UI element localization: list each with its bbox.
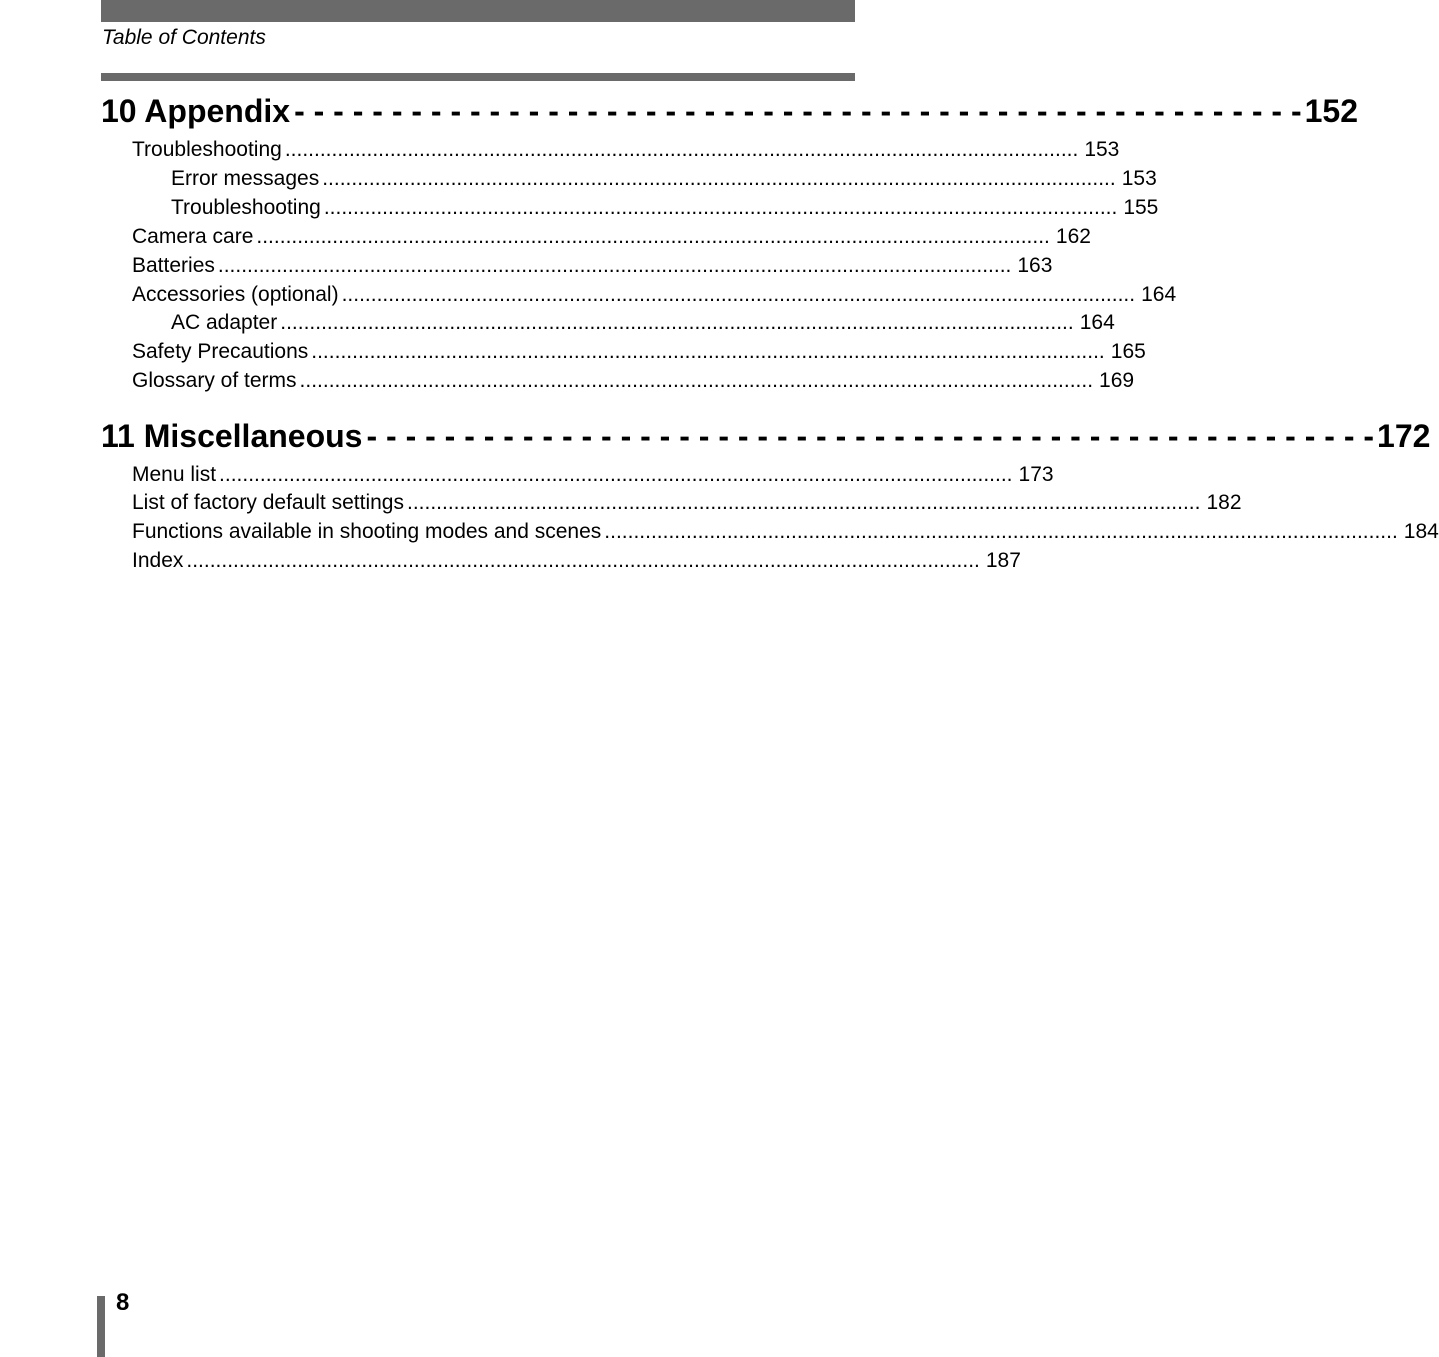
dot-leader: ........................................................................................................................................ bbox=[604, 520, 1398, 543]
dot-leader: ........................................................................................................................................ bbox=[217, 254, 1012, 277]
toc-entry-page: 184 bbox=[1403, 520, 1439, 543]
toc-entry[interactable] bbox=[132, 280, 1177, 309]
toc-entry-label: Menu list bbox=[132, 463, 217, 486]
dot-leader: ........................................................................................................................................ bbox=[256, 225, 1050, 248]
running-header-title: Table of Contents bbox=[102, 26, 266, 49]
toc-entry-label: List of factory default settings bbox=[132, 491, 404, 514]
toc-entry[interactable] bbox=[171, 164, 1157, 193]
toc-entry[interactable] bbox=[132, 337, 1146, 366]
toc-entry[interactable] bbox=[132, 222, 1091, 251]
toc-entry[interactable] bbox=[132, 460, 1054, 489]
toc-entry-label: Functions available in shooting modes and scenes bbox=[132, 520, 602, 543]
header-rule bbox=[101, 73, 855, 81]
toc-entry-page: 164 bbox=[1141, 283, 1177, 306]
toc-entry[interactable] bbox=[132, 517, 1439, 546]
toc-entry-label: Troubleshooting bbox=[171, 196, 321, 219]
toc-entry[interactable] bbox=[132, 135, 1120, 164]
toc-entry[interactable] bbox=[132, 546, 1021, 575]
dot-leader: ........................................................................................................................................ bbox=[322, 167, 1116, 190]
dot-leader: ........................................................................................................................................ bbox=[406, 491, 1201, 514]
toc-entry-page: 164 bbox=[1079, 311, 1115, 334]
toc-entry-label: Safety Precautions bbox=[132, 340, 309, 363]
toc-entry-page: 173 bbox=[1018, 463, 1054, 486]
header-bar bbox=[101, 0, 855, 22]
page-number: 8 bbox=[116, 1289, 130, 1316]
toc-entry-page: 153 bbox=[1121, 167, 1157, 190]
chapter-dash-leader: - - - - - - - - - - - - - - - - - - - - - - - - - - - - - - - - - - - - - - - - - - - - - - - - - - - - bbox=[294, 93, 1302, 129]
toc-entry[interactable] bbox=[132, 366, 1135, 395]
dot-leader: ........................................................................................................................................ bbox=[186, 549, 980, 572]
chapter-heading-appendix[interactable] bbox=[101, 91, 1359, 131]
toc-entry-label: Index bbox=[132, 549, 184, 572]
dot-leader: ........................................................................................................................................ bbox=[311, 340, 1105, 363]
chapter-page-number: 172 bbox=[1377, 418, 1431, 454]
toc-entry-label: Glossary of terms bbox=[132, 369, 297, 392]
toc-entry-page: 163 bbox=[1017, 254, 1053, 277]
toc-entry-label: AC adapter bbox=[171, 311, 278, 334]
toc-entry-page: 162 bbox=[1055, 225, 1091, 248]
toc-entry[interactable] bbox=[171, 308, 1115, 337]
toc-entry-label: Camera care bbox=[132, 225, 254, 248]
toc-entry-label: Troubleshooting bbox=[132, 138, 282, 161]
toc-entry-label: Accessories (optional) bbox=[132, 283, 339, 306]
dot-leader: ........................................................................................................................................ bbox=[280, 311, 1074, 334]
toc-entry-page: 187 bbox=[985, 549, 1021, 572]
chapter-title: 10 Appendix bbox=[101, 93, 291, 129]
dot-leader: ........................................................................................................................................ bbox=[284, 138, 1079, 161]
chapter-heading-miscellaneous[interactable] bbox=[101, 416, 1431, 456]
dot-leader: ........................................................................................................................................ bbox=[219, 463, 1013, 486]
dot-leader: ........................................................................................................................................ bbox=[323, 196, 1118, 219]
toc-entry[interactable] bbox=[171, 193, 1159, 222]
page-marker-bar bbox=[97, 1296, 105, 1357]
toc-entry-page: 155 bbox=[1123, 196, 1159, 219]
chapter-dash-leader: - - - - - - - - - - - - - - - - - - - - - - - - - - - - - - - - - - - - - - - - - - - - - - - - - - - - bbox=[366, 418, 1375, 454]
toc-entry-page: 153 bbox=[1084, 138, 1120, 161]
toc-entry-page: 169 bbox=[1099, 369, 1135, 392]
dot-leader: ........................................................................................................................................ bbox=[299, 369, 1094, 392]
chapter-page-number: 152 bbox=[1304, 93, 1359, 129]
toc-entry-label: Error messages bbox=[171, 167, 320, 190]
chapter-title: 11 Miscellaneous bbox=[101, 418, 363, 454]
dot-leader: ........................................................................................................................................ bbox=[341, 283, 1136, 306]
toc-entry[interactable] bbox=[132, 251, 1053, 280]
toc-entry-label: Batteries bbox=[132, 254, 215, 277]
toc-entry-page: 182 bbox=[1206, 491, 1242, 514]
toc-entry[interactable] bbox=[132, 488, 1242, 517]
toc-entry-page: 165 bbox=[1110, 340, 1146, 363]
